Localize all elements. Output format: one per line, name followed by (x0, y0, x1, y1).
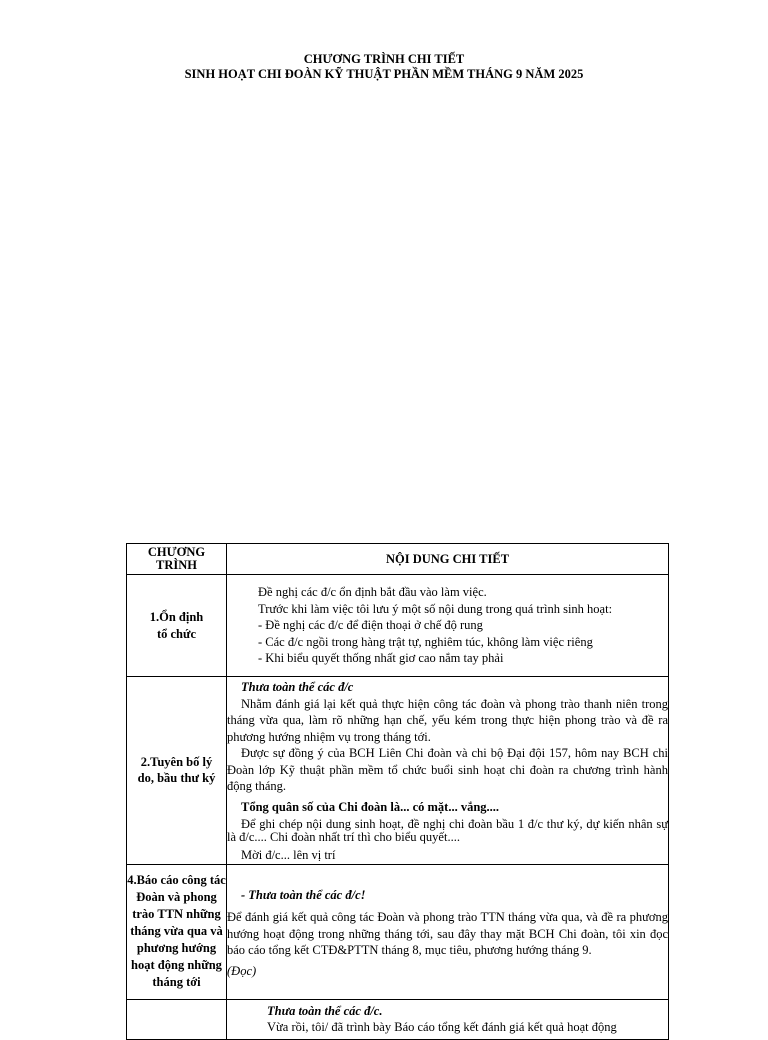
section-label-2: 2.Tuyên bố lý do, bầu thư ký (127, 677, 227, 865)
section-label-4 (127, 999, 227, 1039)
section-content-1 (227, 575, 669, 677)
paragraph: Để đánh giá kết quả công tác Đoàn và phong trào TTN tháng vừa qua, và đề ra phương hướng hoạt động trong những tháng tới, sau đây thay mặt BCH Chi đoàn, tôi xin đọc báo cáo tổng kết CTĐ&PTTN tháng 8, mục tiêu, phương hướng tháng 9. (227, 910, 668, 958)
section-content-2 (227, 677, 669, 865)
content-line: - Đề nghị các đ/c để điện thoại ở chế độ rung (258, 618, 483, 633)
section-label-1: 1.Ổn định tổ chức (127, 575, 227, 677)
note: (Đọc) (227, 963, 257, 978)
content-line: Đề nghị các đ/c ổn định bắt đầu vào làm việc. (258, 585, 487, 600)
title-line-1: CHƯƠNG TRÌNH CHI TIẾT (303, 52, 465, 66)
section-label-3: 4.Báo cáo công tác Đoàn và phong trào TTN những tháng vừa qua và phương hướng hoạt động những tháng tới (127, 864, 227, 999)
paragraph: Vừa rồi, tôi/ đã trình bày Báo cáo tổng kết đánh giá kết quả hoạt động (267, 1020, 617, 1034)
invite-line: Mời đ/c... lên vị trí (241, 848, 336, 862)
content-line: Trước khi làm việc tôi lưu ý một số nội dung trong quá trình sinh hoạt: (258, 601, 613, 616)
paragraph: Để ghi chép nội dung sinh hoạt, đề nghị chi đoàn bầu 1 đ/c thư ký, dự kiến nhân sự là đ/c.... Chi đoàn nhất trí thì cho biểu quyết.... (227, 817, 668, 844)
table-row-2 (127, 677, 669, 865)
content-line: - Các đ/c ngồi trong hàng trật tự, nghiêm túc, không làm việc riêng (258, 634, 593, 649)
section-content-4 (227, 999, 669, 1039)
section-content-3 (227, 864, 669, 999)
paragraph: Được sự đồng ý của BCH Liên Chi đoàn và chi bộ Đại đội 157, hôm nay BCH chi Đoàn lớp Kỹ thuật phần mềm tổ chức buổi sinh hoạt chi đoàn ra chương trình hành động tháng. (227, 746, 668, 793)
attendance-line: Tổng quân số của Chi đoàn là... có mặt... vắng.... (241, 799, 500, 814)
greeting: Thưa toàn thể các đ/c (241, 680, 354, 694)
col-header-program: CHƯƠNG TRÌNH (127, 544, 227, 575)
table-row-1 (127, 575, 669, 677)
greeting: - Thưa toàn thể các đ/c! (241, 887, 366, 902)
col-header-content: NỘI DUNG CHI TIẾT (227, 544, 669, 575)
content-line: - Khi biểu quyết thống nhất giơ cao nắm tay phải (258, 651, 504, 666)
program-table (126, 543, 669, 1040)
document-title (0, 52, 768, 82)
paragraph: Nhằm đánh giá lại kết quả thực hiện công tác đoàn và phong trào thanh niên trong tháng vừa qua, làm rõ những hạn chế, yếu kém trong thực hiện phong trào và đề ra phương hướng nhiệm vụ trong tháng tới. (227, 696, 668, 744)
title-line-2: SINH HOẠT CHI ĐOÀN KỸ THUẬT PHẦN MỀM THÁNG 9 NĂM 2025 (184, 67, 584, 81)
table-header-row (127, 544, 669, 575)
table-row-4 (127, 999, 669, 1039)
table-row-3 (127, 864, 669, 999)
greeting: Thưa toàn thể các đ/c. (267, 1003, 383, 1018)
